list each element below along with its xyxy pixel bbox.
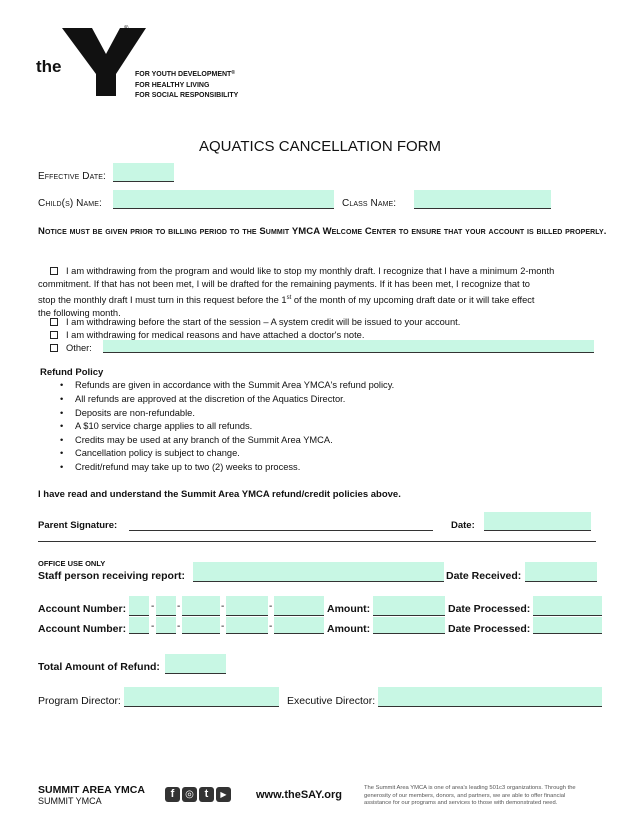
tagline-social: FOR SOCIAL RESPONSIBILITY [135, 92, 239, 99]
class-name-field[interactable] [414, 190, 551, 209]
dash: - [177, 621, 181, 632]
date-label: Date: [451, 520, 475, 531]
date-processed-label-1: Date Processed: [448, 603, 531, 615]
child-name-field[interactable] [113, 190, 334, 209]
dash: - [151, 621, 155, 632]
logo-registered-mark: ® [124, 26, 129, 32]
dash: - [269, 621, 273, 632]
separator-line [38, 541, 596, 542]
effective-date-field[interactable] [113, 163, 174, 182]
logo-ymca-text: YMCA [82, 78, 95, 97]
option-before-session [50, 317, 460, 327]
account-number-label-2: Account Number: [38, 623, 127, 635]
facebook-icon[interactable]: f [165, 787, 180, 802]
account-number-2-part-1[interactable] [129, 617, 149, 634]
stop-draft-text-4: the following month. [38, 307, 121, 318]
instagram-icon[interactable]: ◎ [182, 787, 197, 802]
before-session-text: I am withdrawing before the start of the session – A system credit will be issued to your account. [66, 317, 461, 327]
child-name-label: Child(s) Name: [38, 198, 102, 209]
account-number-label-1: Account Number: [38, 603, 127, 615]
footer-branch: SUMMIT YMCA [38, 796, 102, 806]
footer-website[interactable]: www.theSAY.org [256, 789, 342, 801]
executive-director-field[interactable] [378, 687, 602, 707]
logo-taglines: FOR YOUTH DEVELOPMENT® FOR HEALTHY LIVING FOR SOCIAL RESPONSIBILITY [135, 68, 238, 102]
footer-blurb-line-1: The Summit Area YMCA is one of area's leading 501c3 organizations. Through the [364, 785, 576, 791]
program-director-label: Program Director: [38, 695, 121, 707]
account-number-2-part-5[interactable] [274, 617, 324, 634]
other-checkbox[interactable] [50, 344, 58, 352]
medical-checkbox[interactable] [50, 331, 58, 339]
staff-person-label: Staff person receiving report: [38, 570, 186, 582]
class-name-label: Class Name: [342, 198, 397, 209]
tagline-youth: FOR YOUTH DEVELOPMENT [135, 71, 232, 78]
ymca-logo [36, 26, 246, 102]
acknowledge-statement: I have read and understand the Summit Area YMCA refund/credit policies above. [38, 489, 401, 500]
twitter-icon[interactable]: t [199, 787, 214, 802]
date-received-field[interactable] [525, 562, 597, 582]
dash: - [221, 621, 225, 632]
dash: - [151, 601, 155, 612]
option-stop-draft [38, 265, 613, 320]
account-number-2-part-4[interactable] [226, 617, 268, 634]
stop-draft-text-3a: stop the monthly draft I must turn in this request before the 1 [38, 294, 287, 305]
youtube-icon[interactable]: ▶ [216, 787, 231, 802]
date-processed-label-2: Date Processed: [448, 623, 531, 635]
date-processed-field-2[interactable] [533, 617, 602, 634]
parent-signature-label: Parent Signature: [38, 520, 118, 531]
account-number-1-part-1[interactable] [129, 596, 149, 616]
form-title: AQUATICS CANCELLATION FORM [199, 138, 441, 155]
parent-signature-line[interactable] [129, 530, 433, 531]
account-number-1-part-5[interactable] [274, 596, 324, 616]
stop-draft-checkbox[interactable] [50, 267, 58, 275]
other-field[interactable] [103, 340, 594, 353]
dash: - [221, 601, 225, 612]
office-use-heading: OFFICE USE ONLY [38, 559, 106, 568]
effective-date-label: Effective Date: [38, 171, 106, 182]
tagline-health: FOR HEALTHY LIVING [135, 81, 210, 89]
staff-person-field[interactable] [193, 562, 444, 582]
billing-notice: Notice must be given prior to billing period to the Summit YMCA Welcome Center to ensure that your account is billed properly. [38, 226, 607, 237]
stop-draft-sup: st [286, 294, 292, 301]
stop-draft-text-2: commitment. If that has not been met, I will be drafted for the remaining payments. If it has been met, I recognize that to [38, 279, 530, 290]
dash: - [269, 601, 273, 612]
option-medical [50, 330, 364, 340]
other-label: Other: [66, 343, 92, 353]
account-number-2-part-2[interactable] [156, 617, 176, 634]
program-director-field[interactable] [124, 687, 279, 707]
date-processed-field-1[interactable] [533, 596, 602, 616]
total-refund-label: Total Amount of Refund: [38, 661, 160, 673]
amount-label-2: Amount: [327, 623, 371, 635]
refund-policy-title: Refund Policy [40, 367, 104, 378]
account-number-1-part-2[interactable] [156, 596, 176, 616]
amount-field-2[interactable] [373, 617, 445, 634]
footer-blurb-line-3: assistance for our programs and services to those with demonstrated need. [364, 800, 558, 806]
logo-the-text: the [36, 57, 62, 76]
footer-blurb [364, 785, 608, 808]
stop-draft-text-1: I am withdrawing from the program and would like to stop my monthly draft. I recognize that I have a minimum 2-month [66, 266, 555, 276]
date-field[interactable] [484, 512, 591, 531]
option-other [50, 343, 92, 353]
footer-blurb-line-2: generosity of our members, donors, and partners, we are able to offer financial [364, 792, 566, 799]
footer-org-name: SUMMIT AREA YMCA [38, 784, 145, 796]
account-number-1-part-4[interactable] [226, 596, 268, 616]
before-session-checkbox[interactable] [50, 318, 58, 326]
medical-text: I am withdrawing for medical reasons and have attached a doctor's note. [66, 330, 365, 340]
account-number-1-part-3[interactable] [182, 596, 220, 616]
amount-label-1: Amount: [327, 603, 371, 615]
date-received-label: Date Received: [446, 570, 522, 582]
dash: - [177, 601, 181, 612]
stop-draft-text-3b: of the month of my upcoming draft date or it will take effect [291, 294, 535, 305]
total-refund-field[interactable] [165, 654, 226, 674]
account-number-2-part-3[interactable] [182, 617, 220, 634]
executive-director-label: Executive Director: [287, 695, 376, 707]
amount-field-1[interactable] [373, 596, 445, 616]
